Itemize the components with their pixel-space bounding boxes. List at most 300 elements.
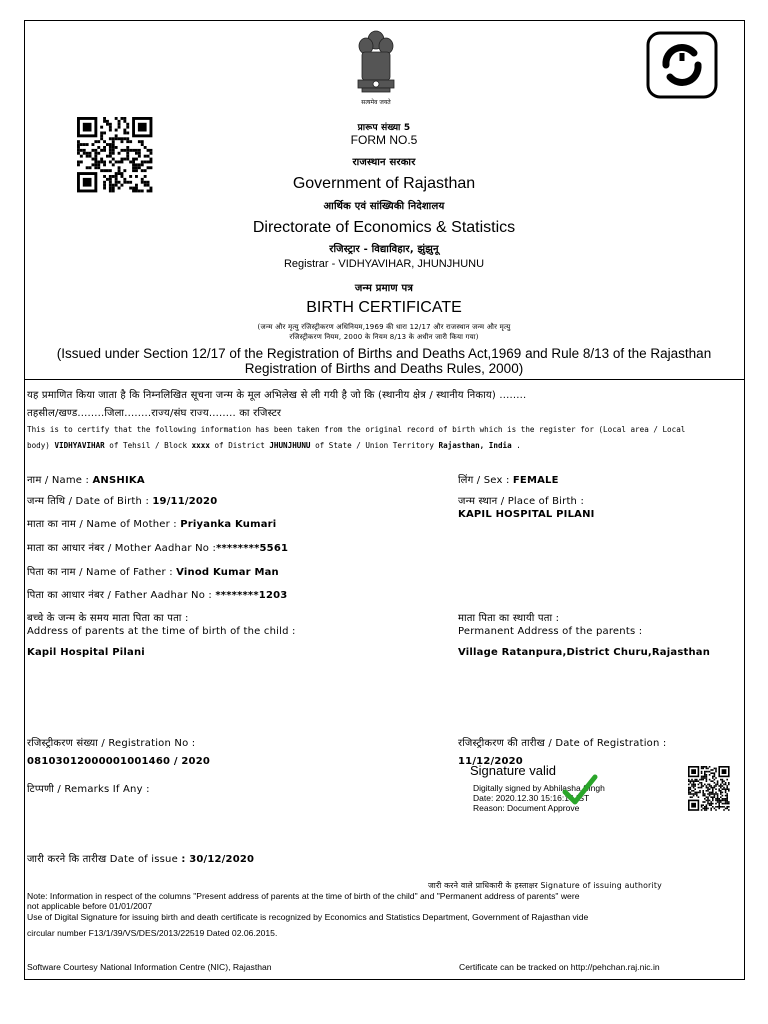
qr-module <box>725 782 727 784</box>
state-emblem-icon <box>352 26 400 106</box>
qr-module <box>717 780 719 782</box>
certify-text: body) <box>27 441 55 450</box>
qr-module <box>704 808 706 810</box>
qr-module <box>100 149 103 152</box>
qr-module <box>701 784 703 786</box>
qr-module <box>726 785 728 787</box>
qr-module <box>690 788 692 790</box>
qr-module <box>709 792 711 794</box>
qr-module <box>706 776 708 778</box>
block: xxxx <box>191 441 210 450</box>
qr-module <box>696 793 698 795</box>
qr-module <box>706 808 708 810</box>
qr-module <box>707 800 709 802</box>
qr-module <box>132 149 135 152</box>
mother-label: माता का नाम / Name of Mother : <box>27 519 181 530</box>
qr-module <box>723 787 725 789</box>
qr-module <box>702 808 704 810</box>
sex-row <box>458 472 559 486</box>
qr-module <box>694 793 696 795</box>
qr-module <box>688 788 690 790</box>
qr-module <box>722 798 724 800</box>
qr-module <box>715 803 717 805</box>
qr-module <box>726 779 728 781</box>
qr-module <box>100 169 103 172</box>
state-hindi: राजस्थान सरकार <box>352 157 416 168</box>
qr-module <box>710 808 712 810</box>
qr-module <box>707 771 709 773</box>
qr-module <box>699 787 701 789</box>
qr-module <box>715 798 717 800</box>
qr-module <box>710 787 712 789</box>
qr-module <box>728 806 730 808</box>
qr-module <box>701 787 703 789</box>
footer-software-courtesy: Software Courtesy National Information Centre (NIC), Rajasthan <box>27 962 272 972</box>
qr-module <box>710 772 712 774</box>
qr-module <box>709 788 711 790</box>
qr-module <box>702 793 704 795</box>
qr-module <box>706 800 708 802</box>
footer-tracking-link[interactable]: Certificate can be tracked on http://pehchan.raj.nic.in <box>459 962 660 972</box>
qr-module <box>691 793 693 795</box>
qr-module <box>710 785 712 787</box>
qr-module <box>701 809 703 811</box>
qr-module <box>704 771 706 773</box>
qr-module <box>714 782 716 784</box>
qr-module <box>718 790 720 792</box>
qr-module <box>103 169 106 172</box>
qr-module <box>704 776 706 778</box>
registration-date-label: रजिस्ट्रीकरण की तारीख / Date of Registration : <box>458 738 667 749</box>
qr-module <box>688 793 690 795</box>
qr-module <box>726 798 728 800</box>
qr-module <box>129 149 132 152</box>
qr-module <box>701 777 703 779</box>
qr-module <box>112 149 115 152</box>
qr-module <box>694 788 696 790</box>
qr-module <box>123 149 126 152</box>
qr-module <box>707 798 709 800</box>
qr-module <box>718 785 720 787</box>
certify-english-line1: This is to certify that the following information has been taken from the original record of birth which is the register for (Local area / Local <box>27 425 686 434</box>
qr-module <box>688 780 690 782</box>
qr-module <box>141 169 144 172</box>
qr-module <box>80 149 83 152</box>
qr-module <box>718 808 720 810</box>
name-label: नाम / Name : <box>27 475 93 486</box>
qr-module <box>706 777 708 779</box>
qr-module <box>720 779 722 781</box>
qr-finder <box>691 803 696 808</box>
qr-module <box>710 801 712 803</box>
qr-module <box>725 795 727 797</box>
qr-module <box>726 803 728 805</box>
qr-module <box>722 795 724 797</box>
emblem-motto: सत्यमेव जयते <box>361 99 391 106</box>
qr-module <box>720 801 722 803</box>
qr-module <box>717 784 719 786</box>
qr-module <box>714 768 716 770</box>
qr-module <box>714 774 716 776</box>
qr-module <box>725 798 727 800</box>
mother-row <box>27 516 276 530</box>
qr-module <box>706 796 708 798</box>
qr-module <box>712 769 714 771</box>
qr-module <box>720 793 722 795</box>
qr-module <box>707 796 709 798</box>
qr-module <box>701 772 703 774</box>
certify-text: . <box>511 441 521 450</box>
qr-module <box>704 809 706 811</box>
address-birth-label: Address of parents at the time of birth of the child : <box>27 626 296 637</box>
qr-module <box>712 772 714 774</box>
qr-module <box>717 782 719 784</box>
pob-label: जन्म स्थान / Place of Birth : <box>458 496 585 507</box>
qr-module <box>691 796 693 798</box>
qr-module <box>718 806 720 808</box>
qr-module <box>694 792 696 794</box>
qr-module <box>725 788 727 790</box>
qr-module <box>726 793 728 795</box>
qr-module <box>714 795 716 797</box>
qr-module <box>728 790 730 792</box>
qr-module <box>688 787 690 789</box>
qr-module <box>722 785 724 787</box>
qr-module <box>699 782 701 784</box>
qr-module <box>690 796 692 798</box>
qr-module <box>717 795 719 797</box>
qr-module <box>709 793 711 795</box>
qr-module <box>123 169 126 172</box>
qr-module <box>725 790 727 792</box>
qr-module <box>714 787 716 789</box>
qr-module <box>726 796 728 798</box>
qr-module <box>77 149 80 152</box>
qr-module <box>694 780 696 782</box>
qr-module <box>704 798 706 800</box>
signature-status: Signature valid <box>470 763 556 778</box>
qr-module <box>704 793 706 795</box>
dob-value: 19/11/2020 <box>152 496 218 507</box>
qr-module <box>706 779 708 781</box>
qr-module <box>147 149 150 152</box>
qr-module <box>714 772 716 774</box>
registration-date-value: 11/12/2020 <box>458 756 523 767</box>
form-no: FORM NO.5 <box>350 133 418 147</box>
qr-finder <box>722 769 727 774</box>
qr-module <box>707 768 709 770</box>
qr-module <box>709 804 711 806</box>
qr-module <box>723 800 725 802</box>
qr-module <box>694 784 696 786</box>
qr-module <box>707 784 709 786</box>
qr-module <box>707 790 709 792</box>
qr-module <box>704 777 706 779</box>
qr-module <box>698 787 700 789</box>
qr-module <box>696 795 698 797</box>
qr-module <box>688 784 690 786</box>
qr-module <box>709 779 711 781</box>
qr-module <box>720 806 722 808</box>
qr-module <box>150 149 153 152</box>
government-title: Government of Rajasthan <box>292 175 476 192</box>
qr-module <box>706 809 708 811</box>
qr-module <box>707 788 709 790</box>
qr-module <box>715 768 717 770</box>
state: Rajasthan, India <box>438 441 512 450</box>
qr-module <box>699 779 701 781</box>
issue-date-row <box>27 851 254 865</box>
qr-module <box>723 803 725 805</box>
qr-module <box>690 787 692 789</box>
qr-module <box>704 784 706 786</box>
qr-module <box>693 787 695 789</box>
qr-module <box>696 792 698 794</box>
qr-module <box>701 771 703 773</box>
mother-aadhar-label: माता का आधार नंबर / Mother Aadhar No : <box>27 543 217 554</box>
qr-module <box>704 806 706 808</box>
qr-module <box>720 792 722 794</box>
qr-module <box>712 803 714 805</box>
qr-module <box>710 780 712 782</box>
qr-module <box>725 808 727 810</box>
qr-module <box>709 784 711 786</box>
qr-module <box>709 774 711 776</box>
qr-module <box>706 787 708 789</box>
qr-module <box>92 149 95 152</box>
title-hindi: जन्म प्रमाण पत्र <box>354 283 414 294</box>
qr-module <box>712 792 714 794</box>
qr-module <box>707 808 709 810</box>
qr-module <box>720 787 722 789</box>
qr-module <box>714 776 716 778</box>
qr-module <box>728 809 730 811</box>
qr-module <box>725 784 727 786</box>
qr-module <box>715 806 717 808</box>
qr-module <box>702 779 704 781</box>
signature-valid-check-icon <box>560 772 600 808</box>
qr-module <box>693 793 695 795</box>
qr-module <box>688 790 690 792</box>
qr-module <box>709 766 711 768</box>
qr-module <box>118 169 121 172</box>
qr-module <box>718 800 720 802</box>
qr-module <box>723 780 725 782</box>
mother-aadhar-row <box>27 540 288 554</box>
qr-module <box>701 779 703 781</box>
qr-module <box>698 796 700 798</box>
certify-text: of District <box>209 441 270 450</box>
issue-date-label: जारी करने कि तारीख Date of issue <box>27 854 182 865</box>
qr-module <box>710 804 712 806</box>
qr-module <box>693 780 695 782</box>
qr-module <box>702 790 704 792</box>
certify-hindi-line1: यह प्रमाणित किया जाता है कि निम्नलिखित सूचना जन्म के मूल अभिलेख से ली गयी है जो कि (स्थानीय क्षेत्र / स्थानीय निकाय) ........ <box>27 390 527 401</box>
qr-module <box>701 785 703 787</box>
qr-module <box>701 766 703 768</box>
qr-module <box>693 782 695 784</box>
qr-module <box>715 784 717 786</box>
qr-module <box>718 788 720 790</box>
qr-module <box>722 788 724 790</box>
qr-module <box>702 776 704 778</box>
qr-module <box>704 801 706 803</box>
issue-date-value: : 30/12/2020 <box>181 854 255 865</box>
qr-module <box>710 792 712 794</box>
note-line2: not applicable before 01/01/2007 <box>27 901 153 911</box>
qr-module <box>715 788 717 790</box>
qr-module <box>715 771 717 773</box>
qr-module <box>712 806 714 808</box>
qr-module <box>699 792 701 794</box>
qr-module <box>706 768 708 770</box>
sex-value: FEMALE <box>512 475 559 486</box>
issuing-authority-signature: जारी करने वाले प्राधिकारी के हस्ताक्षर Signature of issuing authority <box>428 881 662 890</box>
registrar-hindi: रजिस्ट्रार - विद्याविहार, झुंझुनू <box>329 244 439 255</box>
signature-date: Date: 2020.12.30 15:16:16 IST <box>473 793 590 803</box>
signature-reason: Reason: Document Approve <box>473 803 580 813</box>
qr-code-right <box>688 766 730 812</box>
qr-module <box>712 798 714 800</box>
certify-hindi-line2: तहसील/खण्ड........जिला........राज्य/संघ राज्य........ का रजिस्टर <box>27 408 282 419</box>
qr-module <box>83 149 86 152</box>
qr-module <box>723 806 725 808</box>
name-row <box>27 472 145 486</box>
qr-module <box>725 801 727 803</box>
qr-module <box>135 149 138 152</box>
qr-module <box>712 776 714 778</box>
qr-module <box>701 776 703 778</box>
qr-module <box>717 801 719 803</box>
qr-module <box>135 169 138 172</box>
qr-module <box>714 785 716 787</box>
qr-module <box>704 795 706 797</box>
qr-module <box>718 801 720 803</box>
qr-module <box>714 808 716 810</box>
qr-module <box>720 796 722 798</box>
qr-module <box>706 774 708 776</box>
qr-module <box>702 804 704 806</box>
qr-module <box>688 779 690 781</box>
act-hindi-line1: (जन्म और मृत्यु रजिस्ट्रीकरण अधिनियम,1969 की धारा 12/17 और राजस्थान जन्म और मृत्यु <box>257 323 511 331</box>
qr-module <box>726 808 728 810</box>
address-birth-value: Kapil Hospital Pilani <box>27 647 145 658</box>
address-birth-hindi: बच्चे के जन्म के समय माता पिता का पता : <box>27 613 189 624</box>
remarks-label: टिप्पणी / Remarks If Any : <box>27 784 150 795</box>
pehchan-logo-icon <box>646 31 718 99</box>
qr-module <box>715 809 717 811</box>
qr-module <box>728 803 730 805</box>
qr-module <box>707 793 709 795</box>
form-no-hindi: प्रारूप संख्या 5 <box>357 123 411 133</box>
qr-module <box>718 803 720 805</box>
certify-text: of Tehsil / Block <box>104 441 192 450</box>
signature-signed-by: Digitally signed by Abhilasha Singh <box>473 783 605 793</box>
qr-module <box>702 792 704 794</box>
qr-module <box>696 780 698 782</box>
qr-module <box>704 772 706 774</box>
father-label: पिता का नाम / Name of Father : <box>27 567 177 578</box>
qr-module <box>690 792 692 794</box>
qr-module <box>132 169 135 172</box>
qr-module <box>138 149 141 152</box>
qr-module <box>720 785 722 787</box>
qr-module <box>728 784 730 786</box>
qr-module <box>693 790 695 792</box>
qr-module <box>712 780 714 782</box>
qr-module <box>121 149 124 152</box>
certificate-title: BIRTH CERTIFICATE <box>306 299 462 316</box>
father-aadhar-label: पिता का आधार नंबर / Father Aadhar No : <box>27 590 216 601</box>
qr-module <box>704 774 706 776</box>
qr-module <box>702 768 704 770</box>
qr-module <box>728 801 730 803</box>
qr-module <box>698 780 700 782</box>
qr-module <box>725 792 727 794</box>
qr-module <box>715 769 717 771</box>
act-english-line1: (Issued under Section 12/17 of the Registration of Births and Deaths Act,1969 and Rule 8/13 of the Rajasthan <box>56 346 712 361</box>
qr-module <box>710 809 712 811</box>
qr-module <box>728 788 730 790</box>
qr-module <box>688 792 690 794</box>
qr-module <box>720 784 722 786</box>
qr-module <box>706 790 708 792</box>
qr-module <box>710 803 712 805</box>
qr-module <box>715 800 717 802</box>
qr-module <box>94 149 97 152</box>
qr-module <box>726 795 728 797</box>
qr-module <box>717 798 719 800</box>
qr-module <box>712 793 714 795</box>
qr-module <box>693 795 695 797</box>
registration-no-label: रजिस्ट्रीकरण संख्या / Registration No : <box>27 738 196 749</box>
qr-module <box>706 766 708 768</box>
header-divider <box>24 379 745 380</box>
qr-module <box>712 777 714 779</box>
qr-module <box>691 784 693 786</box>
qr-module <box>715 777 717 779</box>
qr-module <box>701 804 703 806</box>
qr-module <box>706 771 708 773</box>
qr-module <box>707 801 709 803</box>
qr-module <box>718 798 720 800</box>
address-permanent-value: Village Ratanpura,District Churu,Rajasthan <box>458 647 711 658</box>
qr-module <box>717 806 719 808</box>
note-line3: Use of Digital Signature for issuing birth and death certificate is recognized by Economics and Statistics Department, Government of Rajasthan vide <box>27 912 589 922</box>
qr-module <box>714 796 716 798</box>
qr-module <box>144 169 147 172</box>
qr-module <box>691 779 693 781</box>
dob-row <box>27 493 217 507</box>
qr-module <box>710 796 712 798</box>
qr-module <box>712 796 714 798</box>
qr-module <box>709 800 711 802</box>
qr-module <box>701 768 703 770</box>
qr-module <box>690 780 692 782</box>
qr-module <box>706 785 708 787</box>
registration-no-value: 08103012000001001460 / 2020 <box>27 756 211 767</box>
qr-module <box>109 149 112 152</box>
pob-value: KAPIL HOSPITAL PILANI <box>458 509 595 520</box>
qr-module <box>690 782 692 784</box>
qr-module <box>726 806 728 808</box>
act-hindi-line2: रजिस्ट्रीकरण नियम, 2000 के नियम 8/13 के अधीन जारी किया गया) <box>289 333 479 341</box>
qr-finder <box>691 769 696 774</box>
qr-module <box>722 800 724 802</box>
qr-module <box>709 795 711 797</box>
qr-module <box>728 782 730 784</box>
qr-module <box>723 798 725 800</box>
